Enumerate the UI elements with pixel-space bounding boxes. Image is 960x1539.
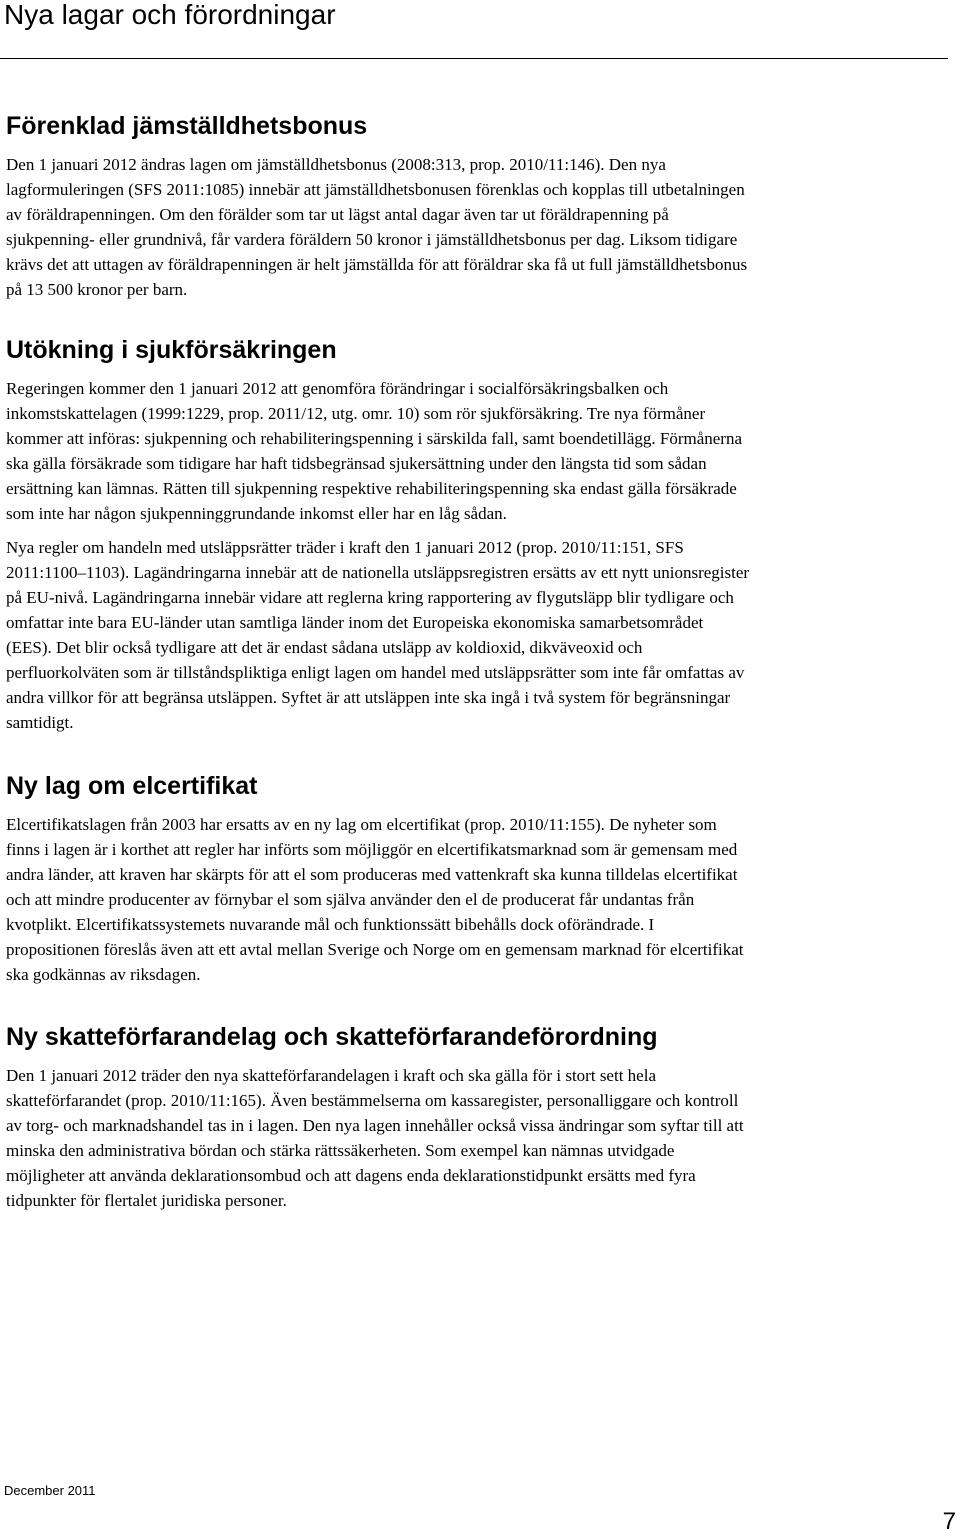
- section-heading: Utökning i sjukförsäkringen: [6, 336, 337, 364]
- section-heading: Förenklad jämställdhetsbonus: [6, 112, 368, 140]
- section-heading: Ny skatteförfarandelag och skatteförfarandeförordning: [6, 1023, 658, 1051]
- section-heading: Ny lag om elcertifikat: [6, 772, 258, 800]
- section-elcertifikat: [6, 770, 750, 987]
- page-number: 7: [942, 1508, 956, 1535]
- page-header: [0, 0, 948, 59]
- document-body: [6, 84, 750, 1213]
- section-skatteforfarandelag: [6, 1021, 750, 1213]
- section-paragraph: Den 1 januari 2012 ändras lagen om jämställdhetsbonus (2008:313, prop. 2010/11:146). Den nya lagformuleringen (SFS 2011:1085) innebär att jämställdhetsbonusen förenklas och kopplas till utbetalningen av föräldrapenningen. Om den förälder som tar ut lägst antal dagar även tar ut föräldrapenning på sjukpenning- eller grundnivå, får vardera föräldern 50 kronor i jämställdhetsbonus per dag. Liksom tidigare krävs det att uttagen av föräldrapenningen är helt jämställda för att föräldrar ska få ut full jämställdhetsbonus på 13 500 kronor per barn.: [6, 155, 748, 299]
- footer-date: December 2011: [4, 1483, 96, 1498]
- section-jamstalldhetsbonus: [6, 110, 750, 302]
- section-paragraph: Den 1 januari 2012 träder den nya skatteförfarandelagen i kraft och ska gälla för i stort sett hela skatteförfarandet (prop. 2010/11:165). Även bestämmelserna om kassaregister, personalliggare och kontroll av torg- och marknadshandel tas in i lagen. Den nya lagen innehåller också vissa ändringar som syftar till att minska den administrativa bördan och stärka rättssäkerheten. Som exempel kan nämnas utvidgade möjligheter att använda deklarationsombud och att dagens enda deklarationstidpunkt ersätts med fyra tidpunkter för flertalet juridiska personer.: [6, 1066, 744, 1210]
- section-paragraph: Elcertifikatslagen från 2003 har ersatts av en ny lag om elcertifikat (prop. 2010/11:155). De nyheter som finns i lagen är i korthet att regler har införts som möjliggör en elcertifikatsmarknad som är gemensam med andra länder, att kraven har skärpts för att el som produceras med vattenkraft ska kunna tilldelas elcertifikat och att mindre producenter av förnybar el som själva använder den el de producerat får undantas från kvotplikt. Elcertifikatssystemets nuvarande mål och funktionssätt bibehålls dock oförändrade. I propositionen föreslås även att ett avtal mellan Sverige och Norge om en gemensam marknad för elcertifikat ska godkännas av riksdagen.: [6, 815, 744, 984]
- section-paragraph: Nya regler om handeln med utsläppsrätter träder i kraft den 1 januari 2012 (prop. 2010/11:151, SFS 2011:1100–1103). Lagändringarna innebär att de nationella utsläppsregistren ersätts av ett nytt unionsregister på EU-nivå. Lagändringarna innebär vidare att reglerna kring rapportering av flygutsläpp blir tydligare och omfattar inte bara EU-länder utan samtliga länder inom det Europeiska ekonomiska samarbetsområdet (EES). Det blir också tydligare att det är endast sådana utsläpp av koldioxid, dikväveoxid och perfluorkolväten som är tillståndspliktiga enligt lagen om handel med utsläppsrätter som inte får omfattas av andra villkor för att begränsa utsläppen. Syftet är att utsläppen inte ska ingå i två system för begränsningar samtidigt.: [6, 538, 750, 732]
- page-title: Nya lagar och förordningar: [4, 0, 336, 30]
- section-sjukforsakringen: [6, 334, 750, 735]
- section-paragraph: Regeringen kommer den 1 januari 2012 att genomföra förändringar i socialförsäkringsbalken och inkomstskattelagen (1999:1229, prop. 2011/12, utg. omr. 10) som rör sjukförsäkring. Tre nya förmåner kommer att införas: sjukpenning och rehabiliteringspenning i särskilda fall, samt boendetillägg. Förmånerna ska gälla försäkrade som tidigare har haft tidsbegränsad sjukersättning under den längsta tid som sådan ersättning kan lämnas. Rätten till sjukpenning respektive rehabiliteringspenning ska endast gälla försäkrade som inte har någon sjukpenninggrundande inkomst eller har en låg sådan.: [6, 379, 743, 523]
